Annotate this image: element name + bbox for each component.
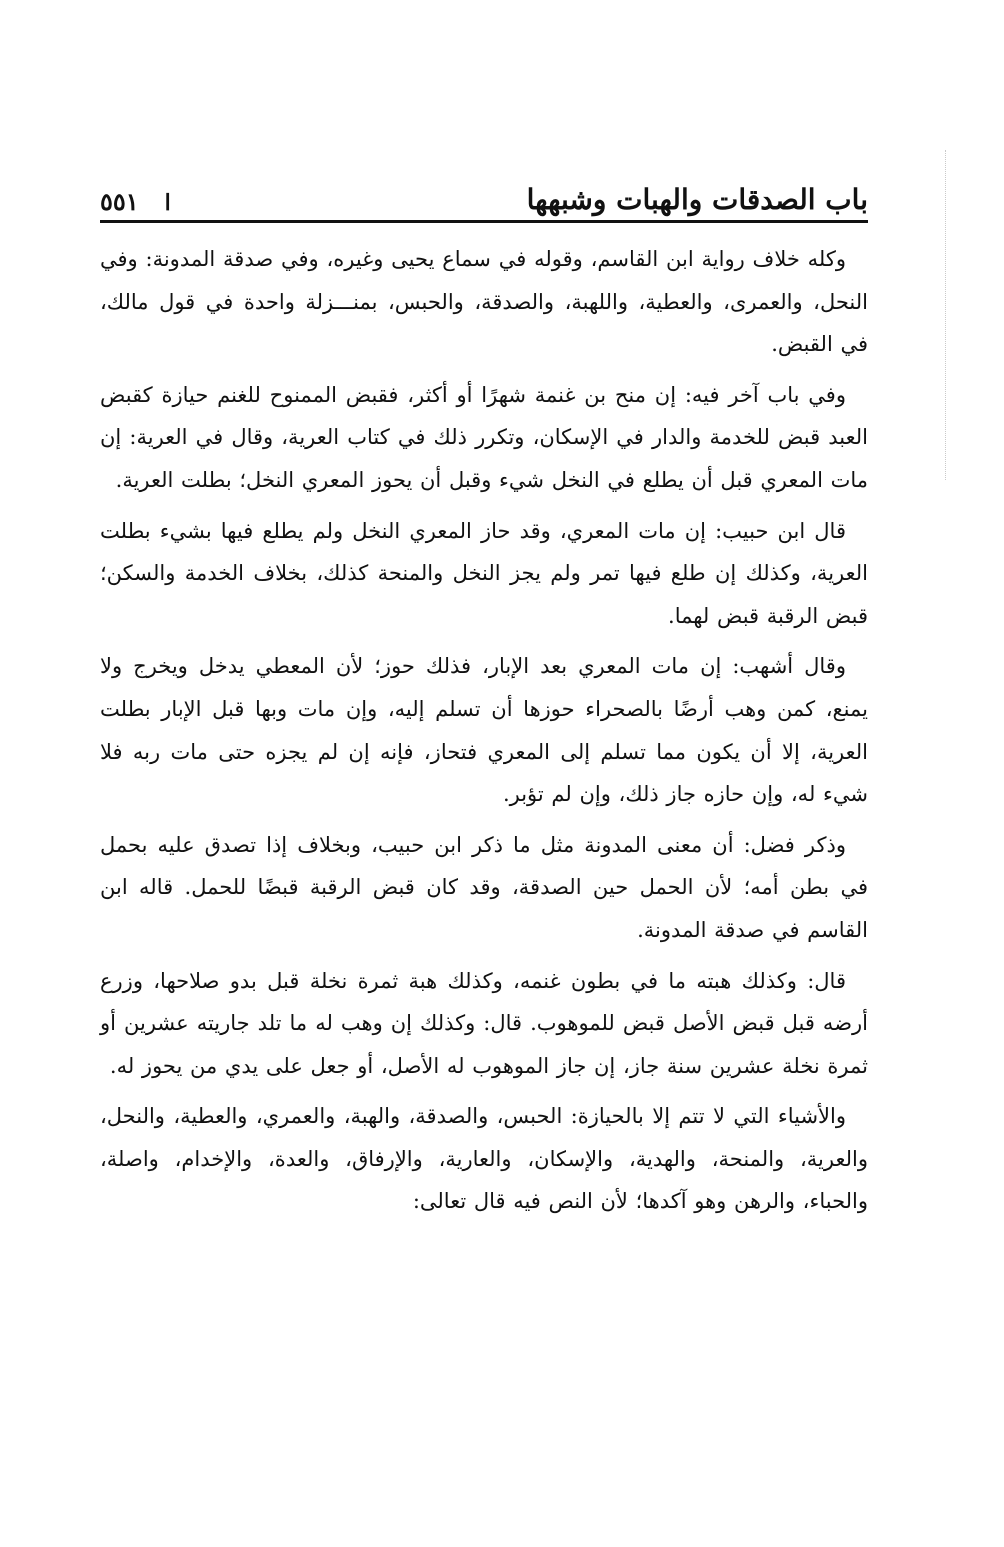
paragraph: قال ابن حبيب: إن مات المعري، وقد حاز المعري النخل ولم يطلع فيها بشيء بطلت العرية، وكذلك إن طلع فيها تمر ولم يجز النخل والمنحة كذلك، بخلاف الخدمة والسكن؛ قبض الرقبة قبض لهما. xyxy=(100,518,868,628)
paragraph: قال: وكذلك هبته ما في بطون غنمه، وكذلك هبة ثمرة نخلة قبل بدو صلاحها، وزرع أرضه قبل قبض الأصل قبض للموهوب. قال: وكذلك إن وهب له ما تلد جاريته عشرين أو ثمرة نخلة عشرين سنة جاز، إن جاز الموهوب له الأصل، أو جعل على يدي من يحوز له. xyxy=(100,968,868,1078)
paragraph: وقال أشهب: إن مات المعري بعد الإبار، فذلك حوز؛ لأن المعطي يدخل ويخرج ولا يمنع، كمن وهب أرضًا بالصحراء حوزها أن تسلم إليه، وإن مات وبها قبل الإبار بطلت العرية، إلا أن يكون مما تسلم إلى المعري فتحاز، فإنه إن لم يجزه حتى مات ربه فلا شيء له، وإن حازه جاز ذلك، وإن لم تؤبر. xyxy=(100,654,868,807)
paragraph: وكله خلاف رواية ابن القاسم، وقوله في سماع يحيى وغيره، وفي صدقة المدونة: وفي النحل، والعمرى، والعطية، واللهبة، والصدقة، والحبس، بمنـــزلة واحدة في قول مالك، في القبض. xyxy=(100,247,868,357)
page-edge-mark xyxy=(944,150,946,480)
paragraph: والأشياء التي لا تتم إلا بالحيازة: الحبس، والصدقة، والهبة، والعمري، والعطية، والنحل، والعرية، والمنحة، والهدية، والإسكان، والعارية، والإرفاق، والعدة، والإخدام، واصلة، والحباء، والرهن وهو آكدها؛ لأن النص فيه قال تعالى: xyxy=(100,1104,868,1214)
page-number-group xyxy=(100,187,171,216)
paragraph: وذكر فضل: أن معنى المدونة مثل ما ذكر ابن حبيب، وبخلاف إذا تصدق عليه بحمل في بطن أمه؛ لأن الحمل حين الصدقة، وقد كان قبض الرقبة قبضًا للحمل. قاله ابن القاسم في صدقة المدونة. xyxy=(100,832,868,942)
running-header xyxy=(100,170,868,223)
body-text xyxy=(100,238,868,1231)
paragraph: وفي باب آخر فيه: إن منح بن غنمة شهرًا أو أكثر، فقبض الممنوح للغنم حيازة كقبض العبد قبض للخدمة والدار في الإسكان، وتكرر ذلك في كتاب العرية، وقال في العرية: إن مات المعري قبل أن يطلع في النخل شيء وقبل أن يحوز المعري النخل؛ بطلت العرية. xyxy=(100,382,868,492)
chapter-title: باب الصدقات والهبات وشبهها xyxy=(526,183,868,216)
page-number: ٥٥١ xyxy=(100,187,139,216)
header-mark: ا xyxy=(164,190,171,216)
